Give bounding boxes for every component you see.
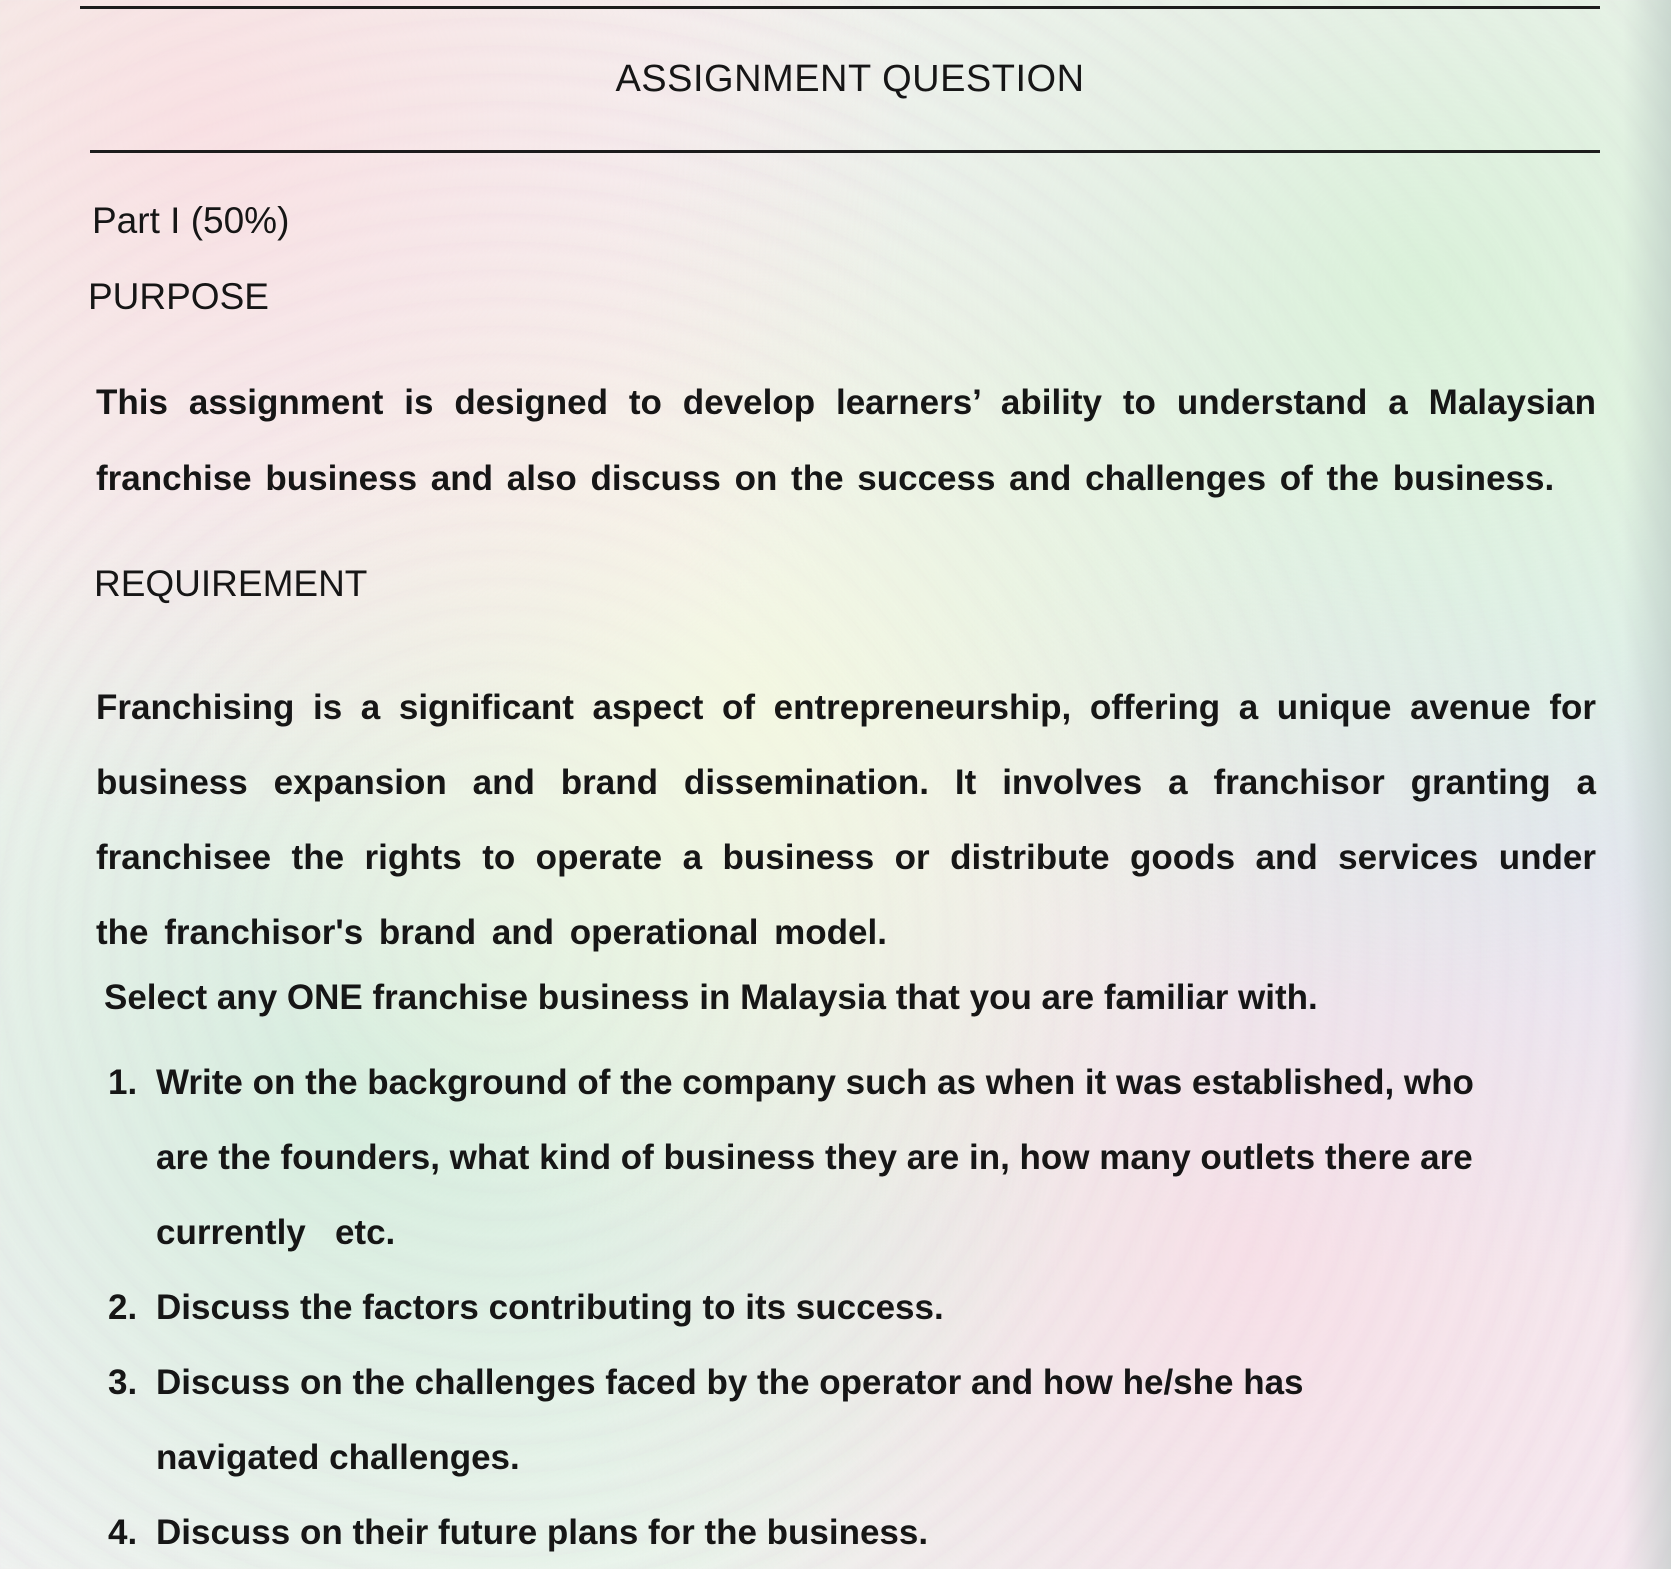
part-label: Part I (50%) — [92, 200, 290, 241]
requirement-paragraph: Franchising is a significant aspect of entrepreneurship, offering a unique avenue for business expansion and brand dissemination. It involves a franchisor granting a franchisee the rights to operate a business or distribute goods and services under the franchisor's brand and operational model. — [96, 688, 1596, 952]
top-divider — [80, 6, 1600, 9]
task-number: 3. — [108, 1363, 138, 1402]
task-item — [108, 1495, 1578, 1569]
task-text: Discuss the factors contributing to its success. — [156, 1288, 944, 1327]
task-number: 4. — [108, 1513, 138, 1552]
monitor-edge — [1623, 0, 1671, 1569]
purpose-paragraph: This assignment is designed to develop learners’ ability to understand a Malaysian franchise business and also discuss on the success and challenges of the business. — [96, 383, 1596, 498]
task-text: Discuss on the challenges faced by the operator and how he/she has navigated challenges. — [156, 1363, 1304, 1477]
task-text: Discuss on their future plans for the business. — [156, 1513, 929, 1552]
task-list — [108, 1045, 1578, 1569]
requirement-heading: REQUIREMENT — [94, 563, 368, 604]
task-number: 2. — [108, 1288, 138, 1327]
task-number: 1. — [108, 1063, 138, 1102]
task-item — [108, 1270, 1578, 1345]
title-divider — [90, 150, 1600, 153]
task-text: Write on the background of the company such as when it was established, who are the founders, what kind of business they are in, how many outlets there are currently etc. — [156, 1063, 1484, 1252]
page-title: ASSIGNMENT QUESTION — [615, 58, 1085, 100]
task-item — [108, 1045, 1578, 1270]
task-item — [108, 1345, 1578, 1495]
purpose-heading: PURPOSE — [88, 276, 269, 317]
select-instruction: Select any ONE franchise business in Malaysia that you are familiar with. — [104, 978, 1318, 1017]
